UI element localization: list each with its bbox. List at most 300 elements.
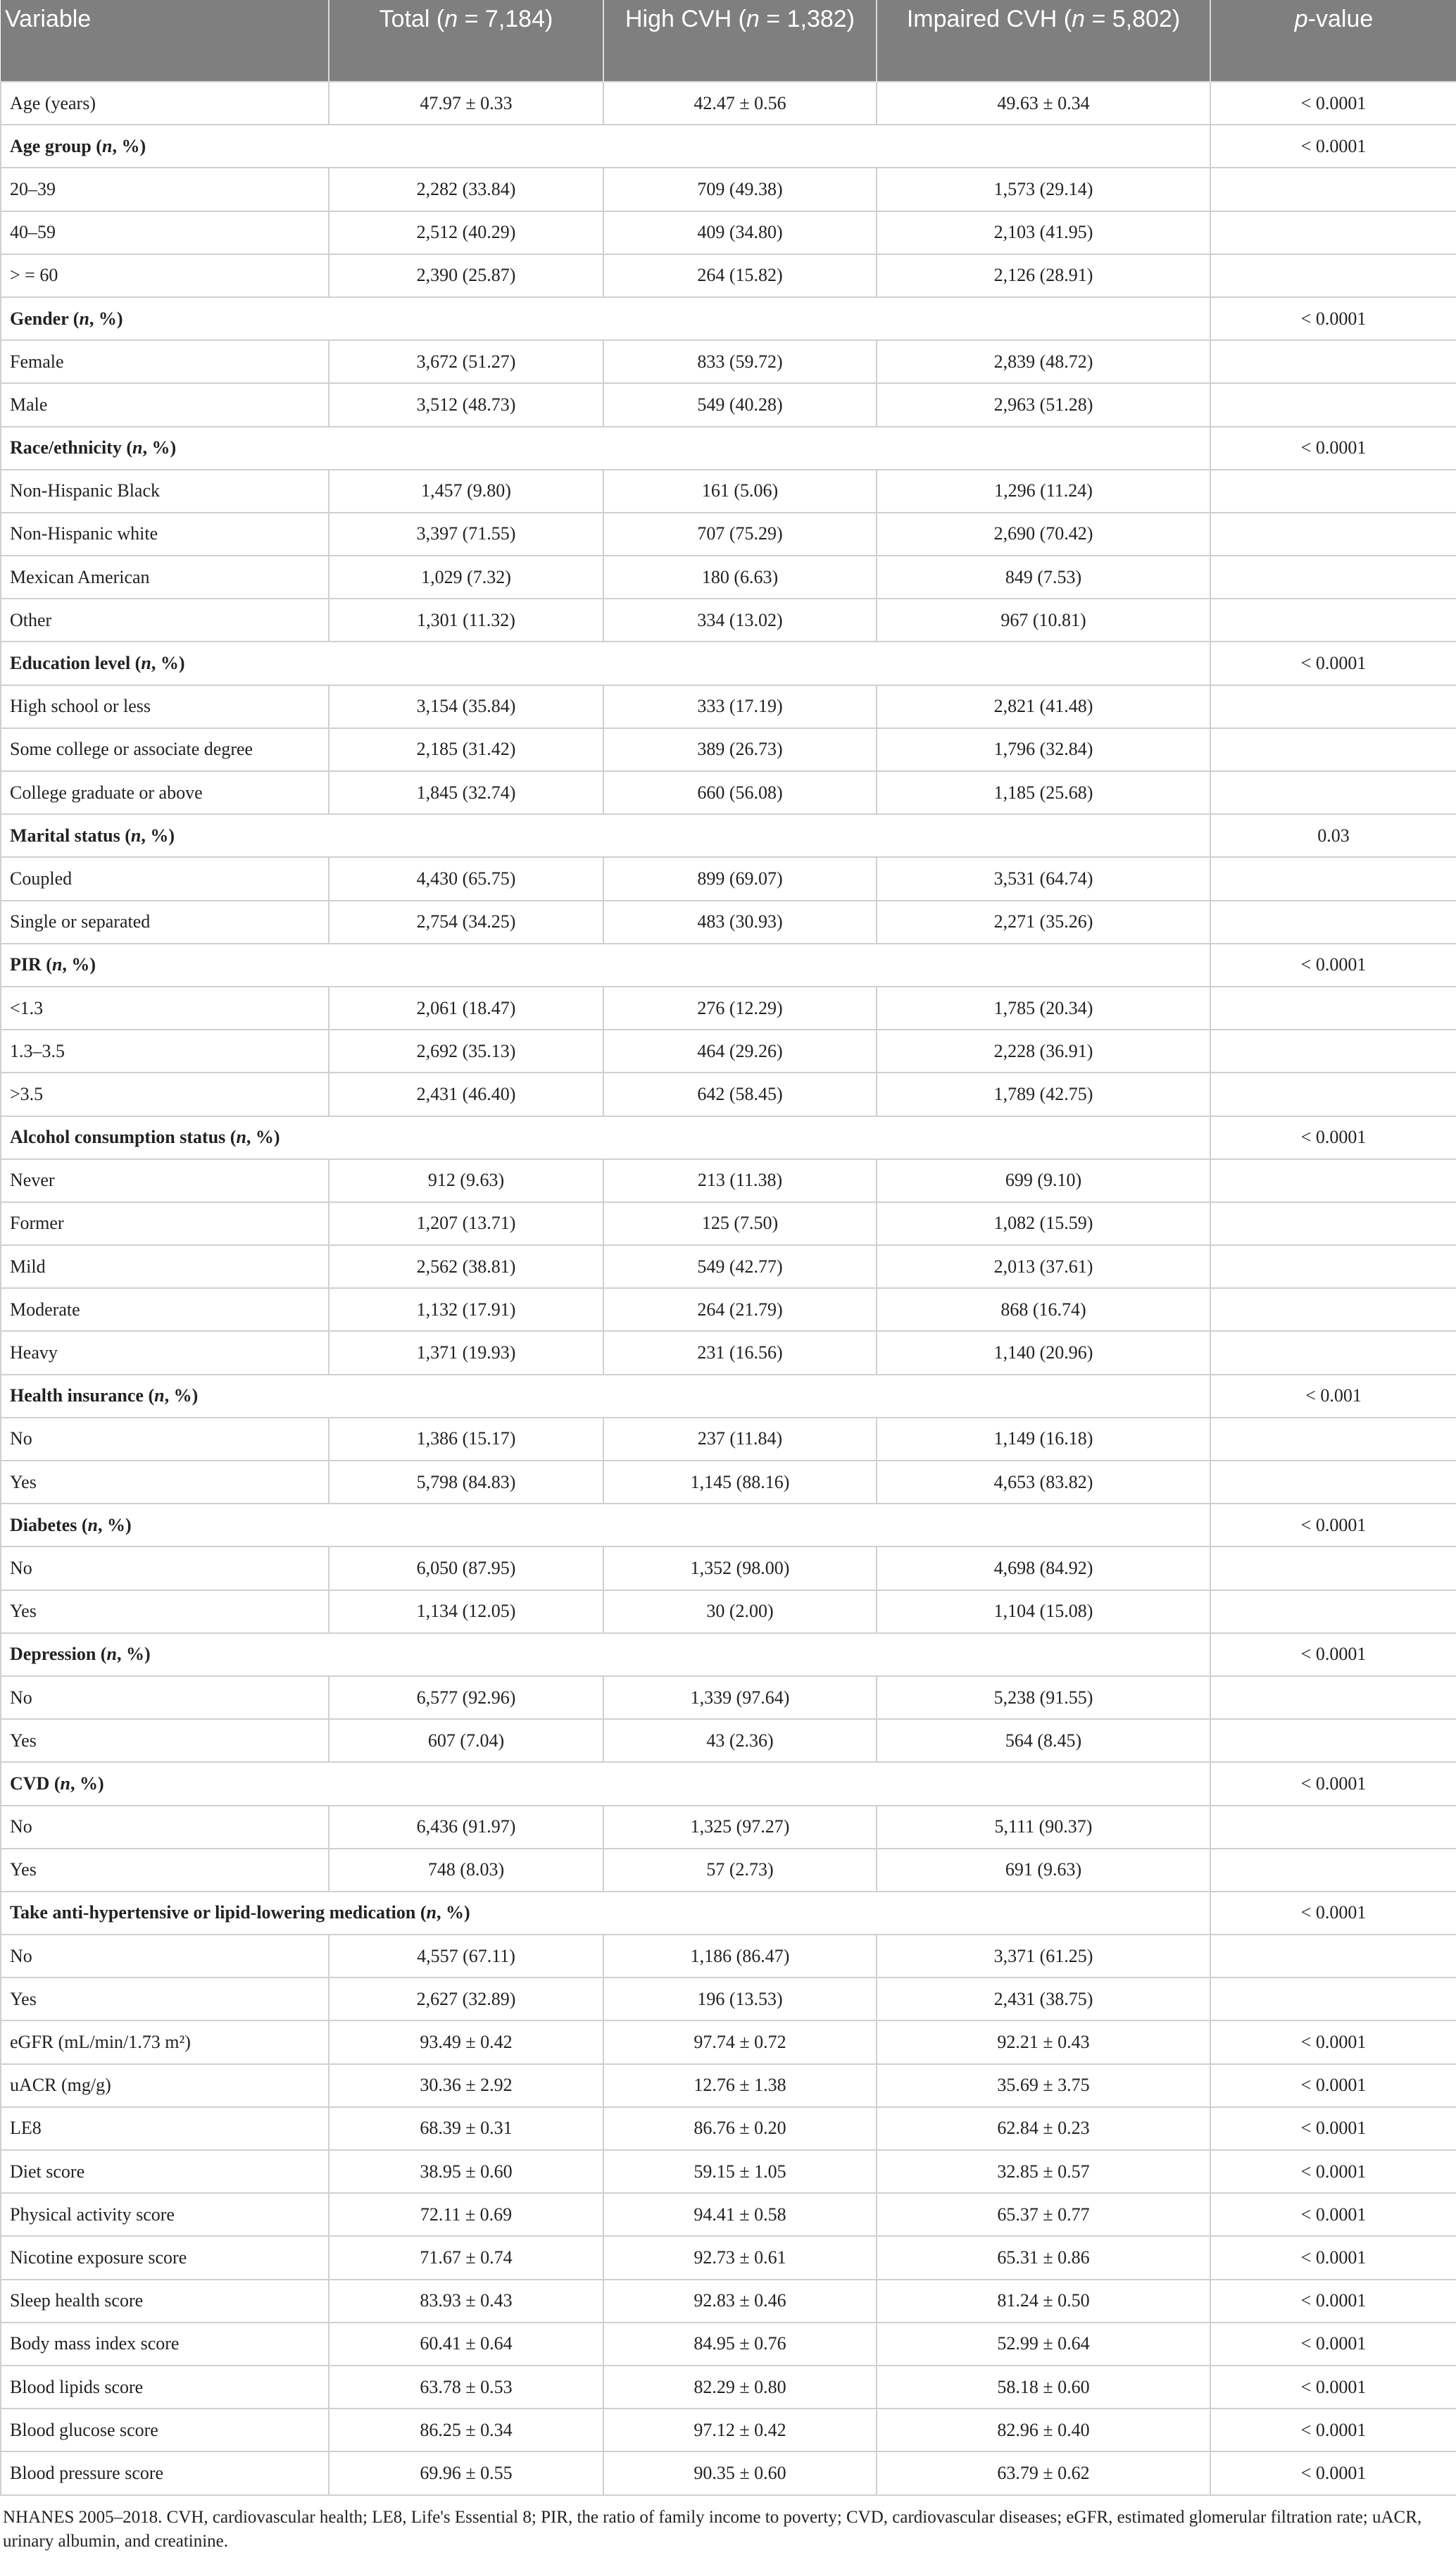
total-cell: 83.93 ± 0.43 <box>329 2280 603 2323</box>
high-cvh-cell: 59.15 ± 1.05 <box>603 2150 877 2193</box>
total-cell: 1,134 (12.05) <box>329 1590 603 1633</box>
p-value-cell: < 0.0001 <box>1210 2107 1456 2150</box>
p-value-cell: < 0.0001 <box>1210 2193 1456 2236</box>
variable-cell: Body mass index score <box>1 2323 329 2366</box>
impaired-cvh-cell: 1,296 (11.24) <box>877 470 1210 513</box>
impaired-cvh-cell: 1,796 (32.84) <box>877 728 1210 771</box>
impaired-cvh-cell: 5,238 (91.55) <box>877 1676 1210 1719</box>
p-value-cell <box>1210 1331 1456 1374</box>
p-value-cell: < 0.0001 <box>1210 642 1456 685</box>
p-value-cell <box>1210 1159 1456 1202</box>
table-header <box>1 0 1456 82</box>
p-value-cell <box>1210 1676 1456 1719</box>
total-cell: 2,061 (18.47) <box>329 987 603 1030</box>
header-p-value <box>1210 0 1456 82</box>
total-cell: 2,754 (34.25) <box>329 901 603 944</box>
total-cell: 1,386 (15.17) <box>329 1418 603 1461</box>
variable-cell: Former <box>1 1202 329 1245</box>
p-value-cell: < 0.0001 <box>1210 1116 1456 1159</box>
variable-cell: eGFR (mL/min/1.73 m²) <box>1 2020 329 2063</box>
table-row <box>1 2064 1456 2107</box>
impaired-cvh-cell: 32.85 ± 0.57 <box>877 2150 1210 2193</box>
total-cell: 86.25 ± 0.34 <box>329 2409 603 2451</box>
total-cell: 60.41 ± 0.64 <box>329 2323 603 2366</box>
total-cell: 1,029 (7.32) <box>329 556 603 599</box>
impaired-cvh-cell: 868 (16.74) <box>877 1288 1210 1331</box>
impaired-cvh-cell: 1,082 (15.59) <box>877 1202 1210 1245</box>
group-label-cell: Age group (n, %) <box>1 125 1210 168</box>
high-cvh-cell: 334 (13.02) <box>603 599 877 642</box>
impaired-cvh-cell: 2,228 (36.91) <box>877 1030 1210 1073</box>
impaired-cvh-cell: 1,573 (29.14) <box>877 168 1210 211</box>
table-row <box>1 211 1456 254</box>
table-row <box>1 771 1456 814</box>
header-variable <box>1 0 329 82</box>
impaired-cvh-cell: 699 (9.10) <box>877 1159 1210 1202</box>
high-cvh-cell: 30 (2.00) <box>603 1590 877 1633</box>
header-total-label: Total (n = 7,184) <box>379 6 553 32</box>
table-group-row <box>1 642 1456 685</box>
high-cvh-cell: 549 (40.28) <box>603 383 877 426</box>
total-cell: 1,457 (9.80) <box>329 470 603 513</box>
p-value-cell: < 0.0001 <box>1210 2064 1456 2107</box>
table-group-row <box>1 1633 1456 1676</box>
header-impaired-cvh-label: Impaired CVH (n = 5,802) <box>906 6 1181 32</box>
group-label-cell: Race/ethnicity (n, %) <box>1 427 1210 470</box>
group-label-cell: PIR (n, %) <box>1 944 1210 987</box>
table-row <box>1 599 1456 642</box>
header-impaired-cvh <box>877 0 1210 82</box>
table-row <box>1 1073 1456 1116</box>
total-cell: 30.36 ± 2.92 <box>329 2064 603 2107</box>
total-cell: 6,577 (92.96) <box>329 1676 603 1719</box>
total-cell: 3,397 (71.55) <box>329 513 603 556</box>
variable-cell: Female <box>1 340 329 383</box>
total-cell: 4,430 (65.75) <box>329 857 603 900</box>
table-group-row <box>1 814 1456 857</box>
table-row <box>1 857 1456 900</box>
high-cvh-cell: 90.35 ± 0.60 <box>603 2451 877 2494</box>
total-cell: 93.49 ± 0.42 <box>329 2020 603 2063</box>
total-cell: 2,390 (25.87) <box>329 254 603 297</box>
table-row <box>1 2236 1456 2279</box>
variable-cell: High school or less <box>1 685 329 728</box>
high-cvh-cell: 264 (15.82) <box>603 254 877 297</box>
variable-cell: Nicotine exposure score <box>1 2236 329 2279</box>
variable-cell: Some college or associate degree <box>1 728 329 771</box>
p-value-cell: < 0.0001 <box>1210 2280 1456 2323</box>
total-cell: 1,845 (32.74) <box>329 771 603 814</box>
impaired-cvh-cell: 4,653 (83.82) <box>877 1461 1210 1504</box>
header-high-cvh-label: High CVH (n = 1,382) <box>625 6 855 32</box>
high-cvh-cell: 1,186 (86.47) <box>603 1935 877 1978</box>
p-value-cell: < 0.0001 <box>1210 2150 1456 2193</box>
total-cell: 748 (8.03) <box>329 1849 603 1892</box>
variable-cell: No <box>1 1676 329 1719</box>
impaired-cvh-cell: 2,126 (28.91) <box>877 254 1210 297</box>
header-row <box>1 0 1456 82</box>
p-value-cell <box>1210 1547 1456 1589</box>
p-value-cell: 0.03 <box>1210 814 1456 857</box>
table-row <box>1 1935 1456 1978</box>
table-row <box>1 685 1456 728</box>
p-value-cell: < 0.0001 <box>1210 2236 1456 2279</box>
group-label-cell: CVD (n, %) <box>1 1762 1210 1805</box>
table-group-row <box>1 427 1456 470</box>
variable-cell: Yes <box>1 1461 329 1504</box>
high-cvh-cell: 97.12 ± 0.42 <box>603 2409 877 2451</box>
high-cvh-cell: 86.76 ± 0.20 <box>603 2107 877 2150</box>
impaired-cvh-cell: 2,271 (35.26) <box>877 901 1210 944</box>
high-cvh-cell: 84.95 ± 0.76 <box>603 2323 877 2366</box>
total-cell: 69.96 ± 0.55 <box>329 2451 603 2494</box>
p-value-cell <box>1210 1461 1456 1504</box>
table-group-row <box>1 1375 1456 1418</box>
table-row <box>1 470 1456 513</box>
total-cell: 912 (9.63) <box>329 1159 603 1202</box>
p-value-cell <box>1210 383 1456 426</box>
variable-cell: College graduate or above <box>1 771 329 814</box>
impaired-cvh-cell: 849 (7.53) <box>877 556 1210 599</box>
total-cell: 1,371 (19.93) <box>329 1331 603 1374</box>
p-value-cell <box>1210 1202 1456 1245</box>
variable-cell: 1.3–3.5 <box>1 1030 329 1073</box>
variable-cell: Yes <box>1 1590 329 1633</box>
impaired-cvh-cell: 1,149 (16.18) <box>877 1418 1210 1461</box>
variable-cell: Blood glucose score <box>1 2409 329 2451</box>
high-cvh-cell: 12.76 ± 1.38 <box>603 2064 877 2107</box>
high-cvh-cell: 707 (75.29) <box>603 513 877 556</box>
total-cell: 1,132 (17.91) <box>329 1288 603 1331</box>
impaired-cvh-cell: 3,531 (64.74) <box>877 857 1210 900</box>
variable-cell: No <box>1 1547 329 1589</box>
table-row <box>1 2280 1456 2323</box>
p-value-cell <box>1210 1030 1456 1073</box>
table-row <box>1 1159 1456 1202</box>
high-cvh-cell: 709 (49.38) <box>603 168 877 211</box>
table-row <box>1 2020 1456 2063</box>
impaired-cvh-cell: 2,690 (70.42) <box>877 513 1210 556</box>
table-group-row <box>1 1116 1456 1159</box>
variable-cell: Mild <box>1 1245 329 1288</box>
table-row <box>1 1806 1456 1849</box>
high-cvh-cell: 483 (30.93) <box>603 901 877 944</box>
total-cell: 2,512 (40.29) <box>329 211 603 254</box>
p-value-cell <box>1210 470 1456 513</box>
table-row <box>1 1030 1456 1073</box>
impaired-cvh-cell: 92.21 ± 0.43 <box>877 2020 1210 2063</box>
table-row <box>1 1418 1456 1461</box>
impaired-cvh-cell: 1,140 (20.96) <box>877 1331 1210 1374</box>
impaired-cvh-cell: 2,821 (41.48) <box>877 685 1210 728</box>
impaired-cvh-cell: 62.84 ± 0.23 <box>877 2107 1210 2150</box>
high-cvh-cell: 92.73 ± 0.61 <box>603 2236 877 2279</box>
table-row <box>1 2323 1456 2366</box>
p-value-cell <box>1210 857 1456 900</box>
impaired-cvh-cell: 2,963 (51.28) <box>877 383 1210 426</box>
p-value-cell: < 0.0001 <box>1210 2409 1456 2451</box>
high-cvh-cell: 43 (2.36) <box>603 1719 877 1762</box>
impaired-cvh-cell: 82.96 ± 0.40 <box>877 2409 1210 2451</box>
impaired-cvh-cell: 1,785 (20.34) <box>877 987 1210 1030</box>
impaired-cvh-cell: 5,111 (90.37) <box>877 1806 1210 1849</box>
high-cvh-cell: 1,145 (88.16) <box>603 1461 877 1504</box>
variable-cell: Blood pressure score <box>1 2451 329 2494</box>
high-cvh-cell: 94.41 ± 0.58 <box>603 2193 877 2236</box>
variable-cell: <1.3 <box>1 987 329 1030</box>
p-value-cell <box>1210 1935 1456 1978</box>
variable-cell: Age (years) <box>1 82 329 125</box>
high-cvh-cell: 82.29 ± 0.80 <box>603 2366 877 2409</box>
high-cvh-cell: 1,352 (98.00) <box>603 1547 877 1589</box>
table-group-row <box>1 125 1456 168</box>
table-row <box>1 2193 1456 2236</box>
table-group-row <box>1 944 1456 987</box>
table-row <box>1 254 1456 297</box>
total-cell: 4,557 (67.11) <box>329 1935 603 1978</box>
variable-cell: Sleep health score <box>1 2280 329 2323</box>
total-cell: 2,282 (33.84) <box>329 168 603 211</box>
high-cvh-cell: 276 (12.29) <box>603 987 877 1030</box>
variable-cell: Non-Hispanic Black <box>1 470 329 513</box>
variable-cell: Yes <box>1 1849 329 1892</box>
high-cvh-cell: 92.83 ± 0.46 <box>603 2280 877 2323</box>
high-cvh-cell: 125 (7.50) <box>603 1202 877 1245</box>
high-cvh-cell: 264 (21.79) <box>603 1288 877 1331</box>
table-row <box>1 556 1456 599</box>
total-cell: 63.78 ± 0.53 <box>329 2366 603 2409</box>
p-value-cell <box>1210 1806 1456 1849</box>
group-label-cell: Take anti-hypertensive or lipid-lowering medication (n, %) <box>1 1892 1210 1935</box>
p-value-cell <box>1210 1245 1456 1288</box>
variable-cell: >3.5 <box>1 1073 329 1116</box>
impaired-cvh-cell: 49.63 ± 0.34 <box>877 82 1210 125</box>
variable-cell: Coupled <box>1 857 329 900</box>
header-high-cvh <box>603 0 877 82</box>
p-value-cell: < 0.0001 <box>1210 944 1456 987</box>
table-row <box>1 1719 1456 1762</box>
p-value-cell: < 0.001 <box>1210 1375 1456 1418</box>
total-cell: 2,185 (31.42) <box>329 728 603 771</box>
table-row <box>1 2107 1456 2150</box>
table-row <box>1 1590 1456 1633</box>
p-value-cell <box>1210 685 1456 728</box>
high-cvh-cell: 389 (26.73) <box>603 728 877 771</box>
impaired-cvh-cell: 967 (10.81) <box>877 599 1210 642</box>
group-label-cell: Depression (n, %) <box>1 1633 1210 1676</box>
impaired-cvh-cell: 52.99 ± 0.64 <box>877 2323 1210 2366</box>
variable-cell: Blood lipids score <box>1 2366 329 2409</box>
total-cell: 47.97 ± 0.33 <box>329 82 603 125</box>
high-cvh-cell: 1,325 (97.27) <box>603 1806 877 1849</box>
impaired-cvh-cell: 2,103 (41.95) <box>877 211 1210 254</box>
p-value-cell: < 0.0001 <box>1210 2020 1456 2063</box>
table-group-row <box>1 297 1456 340</box>
table-row <box>1 82 1456 125</box>
variable-cell: 40–59 <box>1 211 329 254</box>
high-cvh-cell: 660 (56.08) <box>603 771 877 814</box>
table-row <box>1 987 1456 1030</box>
high-cvh-cell: 213 (11.38) <box>603 1159 877 1202</box>
variable-cell: Single or separated <box>1 901 329 944</box>
variable-cell: uACR (mg/g) <box>1 2064 329 2107</box>
total-cell: 2,692 (35.13) <box>329 1030 603 1073</box>
impaired-cvh-cell: 1,789 (42.75) <box>877 1073 1210 1116</box>
impaired-cvh-cell: 564 (8.45) <box>877 1719 1210 1762</box>
total-cell: 38.95 ± 0.60 <box>329 2150 603 2193</box>
high-cvh-cell: 1,339 (97.64) <box>603 1676 877 1719</box>
impaired-cvh-cell: 65.31 ± 0.86 <box>877 2236 1210 2279</box>
table-row <box>1 513 1456 556</box>
total-cell: 2,431 (46.40) <box>329 1073 603 1116</box>
total-cell: 6,436 (91.97) <box>329 1806 603 1849</box>
high-cvh-cell: 161 (5.06) <box>603 470 877 513</box>
total-cell: 3,154 (35.84) <box>329 685 603 728</box>
high-cvh-cell: 180 (6.63) <box>603 556 877 599</box>
impaired-cvh-cell: 2,431 (38.75) <box>877 1978 1210 2020</box>
p-value-cell: < 0.0001 <box>1210 2451 1456 2494</box>
high-cvh-cell: 409 (34.80) <box>603 211 877 254</box>
variable-cell: Yes <box>1 1719 329 1762</box>
high-cvh-cell: 57 (2.73) <box>603 1849 877 1892</box>
p-value-cell: < 0.0001 <box>1210 125 1456 168</box>
variable-cell: No <box>1 1418 329 1461</box>
total-cell: 3,512 (48.73) <box>329 383 603 426</box>
total-cell: 72.11 ± 0.69 <box>329 2193 603 2236</box>
table-row <box>1 168 1456 211</box>
table-row <box>1 901 1456 944</box>
p-value-cell <box>1210 1978 1456 2020</box>
p-value-cell: < 0.0001 <box>1210 297 1456 340</box>
variable-cell: No <box>1 1935 329 1978</box>
high-cvh-cell: 549 (42.77) <box>603 1245 877 1288</box>
variable-cell: 20–39 <box>1 168 329 211</box>
high-cvh-cell: 237 (11.84) <box>603 1418 877 1461</box>
impaired-cvh-cell: 691 (9.63) <box>877 1849 1210 1892</box>
table-body <box>1 82 1456 2495</box>
p-value-cell <box>1210 1719 1456 1762</box>
p-value-cell: < 0.0001 <box>1210 1892 1456 1935</box>
group-label-cell: Diabetes (n, %) <box>1 1504 1210 1547</box>
p-value-cell <box>1210 987 1456 1030</box>
total-cell: 68.39 ± 0.31 <box>329 2107 603 2150</box>
p-value-cell <box>1210 513 1456 556</box>
impaired-cvh-cell: 58.18 ± 0.60 <box>877 2366 1210 2409</box>
table-group-row <box>1 1892 1456 1935</box>
table-row <box>1 1676 1456 1719</box>
high-cvh-cell: 231 (16.56) <box>603 1331 877 1374</box>
p-value-cell <box>1210 556 1456 599</box>
group-label-cell: Health insurance (n, %) <box>1 1375 1210 1418</box>
p-value-cell: < 0.0001 <box>1210 82 1456 125</box>
p-value-cell <box>1210 901 1456 944</box>
p-value-cell <box>1210 1418 1456 1461</box>
p-value-cell <box>1210 168 1456 211</box>
variable-cell: Diet score <box>1 2150 329 2193</box>
table-row <box>1 340 1456 383</box>
variable-cell: Physical activity score <box>1 2193 329 2236</box>
header-p-value-label: p-value <box>1294 6 1374 32</box>
variable-cell: Moderate <box>1 1288 329 1331</box>
p-value-cell: < 0.0001 <box>1210 2323 1456 2366</box>
p-value-cell <box>1210 771 1456 814</box>
p-value-cell: < 0.0001 <box>1210 2366 1456 2409</box>
impaired-cvh-cell: 63.79 ± 0.62 <box>877 2451 1210 2494</box>
variable-cell: LE8 <box>1 2107 329 2150</box>
table-group-row <box>1 1504 1456 1547</box>
p-value-cell <box>1210 1288 1456 1331</box>
p-value-cell <box>1210 211 1456 254</box>
p-value-cell <box>1210 254 1456 297</box>
p-value-cell <box>1210 728 1456 771</box>
impaired-cvh-cell: 65.37 ± 0.77 <box>877 2193 1210 2236</box>
p-value-cell <box>1210 340 1456 383</box>
impaired-cvh-cell: 4,698 (84.92) <box>877 1547 1210 1589</box>
variable-cell: Yes <box>1 1978 329 2020</box>
table-row <box>1 1849 1456 1892</box>
impaired-cvh-cell: 3,371 (61.25) <box>877 1935 1210 1978</box>
high-cvh-cell: 642 (58.45) <box>603 1073 877 1116</box>
table-row <box>1 2150 1456 2193</box>
impaired-cvh-cell: 35.69 ± 3.75 <box>877 2064 1210 2107</box>
high-cvh-cell: 97.74 ± 0.72 <box>603 2020 877 2063</box>
variable-cell: Non-Hispanic white <box>1 513 329 556</box>
high-cvh-cell: 833 (59.72) <box>603 340 877 383</box>
p-value-cell <box>1210 1849 1456 1892</box>
table-row <box>1 1978 1456 2020</box>
variable-cell: No <box>1 1806 329 1849</box>
variable-cell: Heavy <box>1 1331 329 1374</box>
variable-cell: Never <box>1 1159 329 1202</box>
table-row <box>1 728 1456 771</box>
header-variable-label: Variable <box>5 6 92 32</box>
p-value-cell: < 0.0001 <box>1210 1633 1456 1676</box>
header-total <box>329 0 603 82</box>
high-cvh-cell: 464 (29.26) <box>603 1030 877 1073</box>
table-row <box>1 1202 1456 1245</box>
impaired-cvh-cell: 1,185 (25.68) <box>877 771 1210 814</box>
group-label-cell: Education level (n, %) <box>1 642 1210 685</box>
table-row <box>1 2366 1456 2409</box>
p-value-cell <box>1210 599 1456 642</box>
p-value-cell <box>1210 1590 1456 1633</box>
high-cvh-cell: 42.47 ± 0.56 <box>603 82 877 125</box>
total-cell: 3,672 (51.27) <box>329 340 603 383</box>
table-row <box>1 383 1456 426</box>
table-row <box>1 1547 1456 1589</box>
total-cell: 1,207 (13.71) <box>329 1202 603 1245</box>
table-group-row <box>1 1762 1456 1805</box>
total-cell: 71.67 ± 0.74 <box>329 2236 603 2279</box>
impaired-cvh-cell: 2,013 (37.61) <box>877 1245 1210 1288</box>
table-row <box>1 2409 1456 2451</box>
impaired-cvh-cell: 2,839 (48.72) <box>877 340 1210 383</box>
total-cell: 607 (7.04) <box>329 1719 603 1762</box>
total-cell: 2,627 (32.89) <box>329 1978 603 2020</box>
impaired-cvh-cell: 1,104 (15.08) <box>877 1590 1210 1633</box>
table-row <box>1 2451 1456 2494</box>
variable-cell: Other <box>1 599 329 642</box>
variable-cell: Mexican American <box>1 556 329 599</box>
table-row <box>1 1461 1456 1504</box>
group-label-cell: Gender (n, %) <box>1 297 1210 340</box>
table-row <box>1 1331 1456 1374</box>
total-cell: 2,562 (38.81) <box>329 1245 603 1288</box>
variable-cell: > = 60 <box>1 254 329 297</box>
group-label-cell: Marital status (n, %) <box>1 814 1210 857</box>
p-value-cell: < 0.0001 <box>1210 427 1456 470</box>
p-value-cell: < 0.0001 <box>1210 1762 1456 1805</box>
